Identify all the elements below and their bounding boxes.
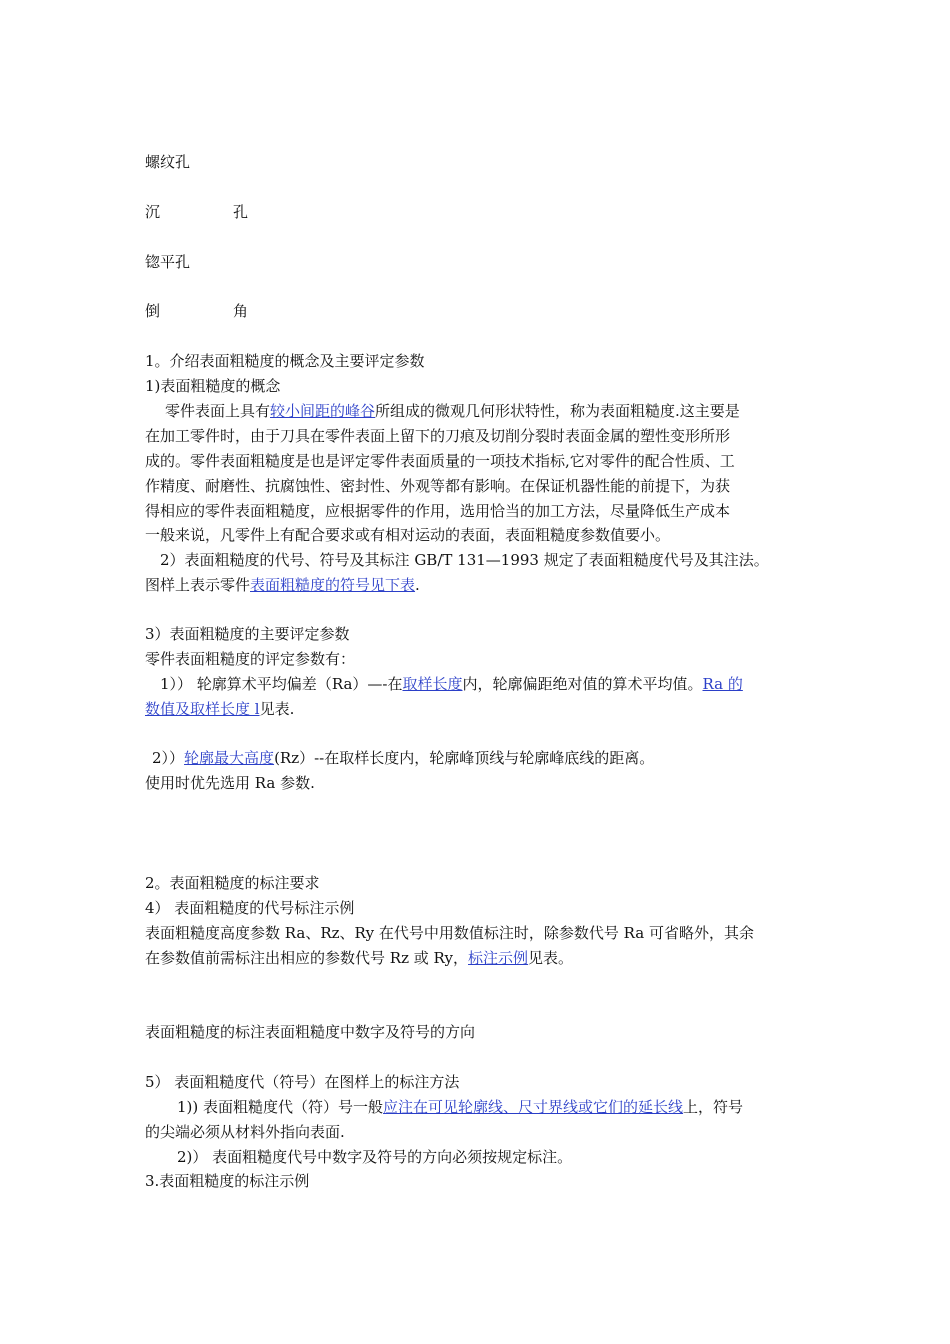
subheading-symbols: 2）表面粗糙度的代号、符号及其标注 GB/T 131—1993 规定了表面粗糙度代号及其注法。	[160, 551, 769, 569]
text: .	[415, 576, 420, 594]
list-item-placement	[177, 1097, 743, 1117]
paragraph-concept-line1	[165, 401, 740, 421]
section2-heading: 2。表面粗糙度的标注要求	[145, 874, 320, 892]
list-item-direction: 2)） 表面粗糙度代号中数字及符号的方向必须按规定标注。	[177, 1148, 573, 1166]
link-contour-lines[interactable]: 应注在可见轮廓线、尺寸界线或它们的延长线	[383, 1098, 684, 1116]
paragraph-concept-line3: 成的。零件表面粗糙度是也是评定零件表面质量的一项技术指标,它对零件的配合性质、工	[145, 452, 735, 470]
text: 在参数值前需标注出相应的参数代号 Rz 或 Ry，	[145, 949, 469, 967]
paragraph-concept-line4: 作精度、耐磨性、抗腐蚀性、密封性、外观等都有影响。在保证机器性能的前提下，为获	[145, 477, 731, 495]
label-chamfer-b: 角	[233, 302, 249, 320]
text: 见表。	[528, 949, 574, 967]
list-item-ra	[160, 674, 743, 694]
label-spotface-hole: 锪平孔	[145, 253, 191, 271]
subheading-annotation-method: 5） 表面粗糙度代（符号）在图样上的标注方法	[145, 1073, 460, 1091]
paragraph-code-line1: 表面粗糙度高度参数 Ra、Rz、Ry 在代号中用数值标注时，除参数代号 Ra 可省略外，其余	[145, 924, 754, 942]
text: 图样上表示零件	[145, 576, 251, 594]
label-countersunk-hole-b: 孔	[233, 203, 249, 221]
paragraph-concept-line2: 在加工零件时，由于刀具在零件表面上留下的刀痕及切削分裂时表面金属的塑性变形所形	[145, 427, 731, 445]
text: 1）） 轮廓算术平均偏差（Ra）—-在	[160, 675, 403, 693]
text: 2））	[152, 749, 185, 767]
link-max-height[interactable]: 轮廓最大高度	[184, 749, 275, 767]
list-item-rz	[152, 748, 654, 768]
label-chamfer	[145, 301, 248, 321]
link-peak-valley[interactable]: 较小间距的峰谷	[270, 402, 376, 420]
section3-heading: 3.表面粗糙度的标注示例	[145, 1172, 310, 1190]
link-ra-values[interactable]: Ra 的	[702, 675, 743, 693]
label-chamfer-a: 倒	[145, 302, 161, 320]
subheading-code-examples: 4） 表面粗糙度的代号标注示例	[145, 899, 355, 917]
label-threaded-hole: 螺纹孔	[145, 153, 191, 171]
subheading-concept: 1)表面粗糙度的概念	[145, 377, 281, 395]
paragraph-code-line2	[145, 948, 573, 968]
text: 内，轮廓偏距绝对值的算术平均值。	[462, 675, 703, 693]
paragraph-ra-preferred: 使用时优先选用 Ra 参数.	[145, 774, 315, 792]
paragraph-concept-line6: 一般来说，凡零件上有配合要求或有相对运动的表面，表面粗糙度参数值要小。	[145, 526, 671, 544]
link-annotation-examples[interactable]: 标注示例	[468, 949, 529, 967]
paragraph-parameters: 零件表面粗糙度的评定参数有：	[145, 650, 356, 668]
text: 上，符号	[683, 1098, 744, 1116]
paragraph-direction: 表面粗糙度的标注表面粗糙度中数字及符号的方向	[145, 1023, 476, 1041]
label-countersunk-hole	[145, 202, 248, 222]
subheading-parameters: 3）表面粗糙度的主要评定参数	[145, 625, 350, 643]
list-item-placement-line2: 的尖端必须从材料外指向表面.	[145, 1123, 345, 1141]
text: 1)) 表面粗糙度代（符）号一般	[177, 1098, 384, 1116]
text: 见表.	[259, 700, 295, 718]
link-ra-values-cont[interactable]: 数值及取样长度 l	[145, 700, 260, 718]
text: 零件表面上具有	[165, 402, 271, 420]
paragraph-concept-line5: 得相应的零件表面粗糙度，应根据零件的作用，选用恰当的加工方法，尽量降低生产成本	[145, 502, 731, 520]
paragraph-symbols	[145, 575, 420, 595]
text: (Rz）--在取样长度内，轮廓峰顶线与轮廓峰底线的距离。	[274, 749, 655, 767]
text: 所组成的微观几何形状特性，称为表面粗糙度.这主要是	[375, 402, 740, 420]
list-item-ra-line2	[145, 699, 294, 719]
section1-heading: 1。介绍表面粗糙度的概念及主要评定参数	[145, 352, 425, 370]
link-sampling-length[interactable]: 取样长度	[402, 675, 463, 693]
link-symbol-table[interactable]: 表面粗糙度的符号见下表	[250, 576, 416, 594]
label-countersunk-hole-a: 沉	[145, 203, 161, 221]
